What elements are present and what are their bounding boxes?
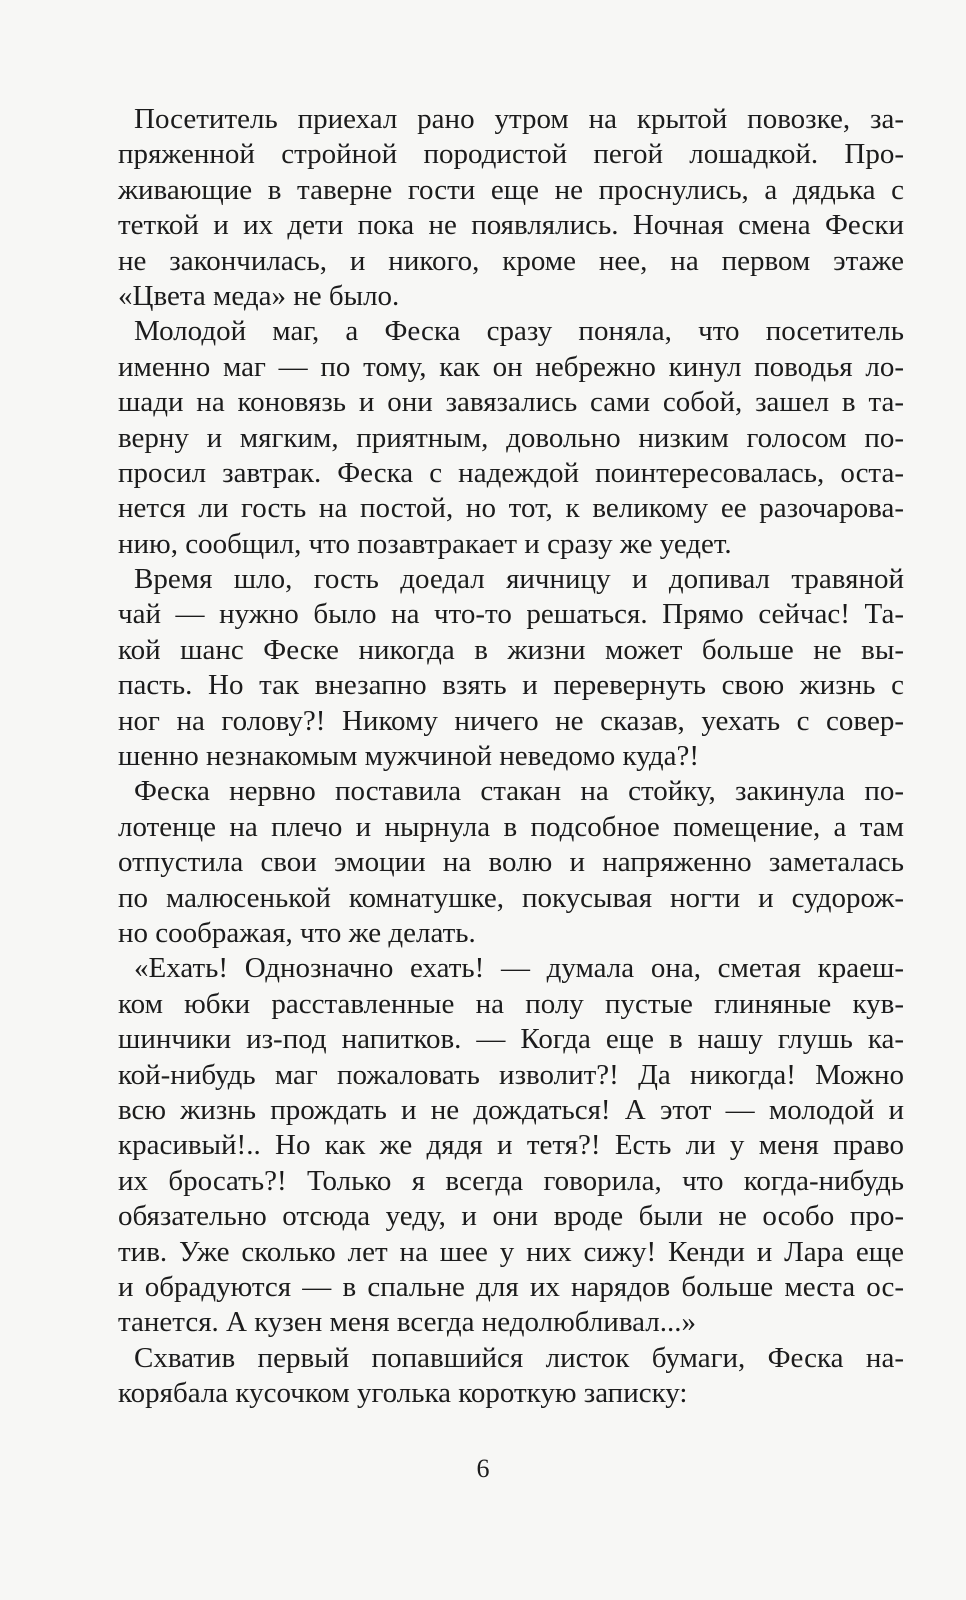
text-line: и обрадуются — в спальне для их нарядов больше места ос- bbox=[118, 1270, 904, 1303]
text-line: танется. А кузен меня всегда недолюбливал...» bbox=[118, 1306, 696, 1339]
text-line: верну и мягким, приятным, довольно низким голосом по- bbox=[118, 421, 904, 454]
text-line: кой шанс Феске никогда в жизни может больше не вы- bbox=[118, 633, 904, 666]
text-line: их бросать?! Только я всегда говорила, что когда-нибудь bbox=[118, 1164, 904, 1197]
body-text bbox=[118, 102, 904, 1411]
text-line: лотенце на плечо и нырнула в подсобное помещение, а там bbox=[118, 810, 904, 843]
text-line: живающие в таверне гости еще не проснулись, а дядька с bbox=[118, 173, 904, 206]
paragraph-1 bbox=[118, 102, 904, 314]
text-line: «Ехать! Однозначно ехать! — думала она, сметая краеш- bbox=[134, 952, 904, 985]
text-line: отпустила свои эмоции на волю и напряженно заметалась bbox=[118, 846, 904, 879]
text-line: но соображая, что же делать. bbox=[118, 916, 476, 949]
text-line: по малюсенькой комнатушке, покусывая ногти и судорож- bbox=[118, 881, 904, 914]
text-line: шинчики из-под напитков. — Когда еще в нашу глушь ка- bbox=[118, 1023, 904, 1056]
text-line: нется ли гость на постой, но тот, к великому ее разочарова- bbox=[118, 492, 904, 525]
text-line: Феска нервно поставила стакан на стойку, закинула по- bbox=[134, 775, 904, 808]
text-line: «Цвета меда» не было. bbox=[118, 279, 400, 312]
text-line: ног на голову?! Никому ничего не сказав, уехать с совер- bbox=[118, 704, 904, 737]
text-line: просил завтрак. Феска с надеждой поинтересовалась, оста- bbox=[118, 456, 904, 489]
text-line: Молодой маг, а Феска сразу поняла, что посетитель bbox=[134, 315, 904, 348]
text-line: кой-нибудь маг пожаловать изволит?! Да никогда! Можно bbox=[118, 1058, 904, 1091]
text-line: нию, сообщил, что позавтракает и сразу же уедет. bbox=[118, 527, 732, 560]
text-line: Посетитель приехал рано утром на крытой повозке, за- bbox=[134, 103, 904, 135]
text-line: Время шло, гость доедал яичницу и допивал травяной bbox=[134, 563, 904, 596]
text-line: обязательно отсюда уеду, и они вроде были не особо про- bbox=[118, 1200, 904, 1233]
text-line: шенно незнакомым мужчиной неведомо куда?! bbox=[118, 740, 699, 773]
paragraph-5 bbox=[118, 951, 904, 1340]
text-line: красивый!.. Но как же дядя и тетя?! Есть ли у меня право bbox=[118, 1129, 904, 1162]
paragraph-6 bbox=[118, 1341, 904, 1412]
text-line: ком юбки расставленные на полу пустые глиняные кув- bbox=[118, 987, 904, 1020]
text-line: Схватив первый попавшийся листок бумаги, Феска на- bbox=[134, 1341, 904, 1374]
text-line: не закончилась, и никого, кроме нее, на первом этаже bbox=[118, 244, 904, 277]
text-line: пряженной стройной породистой пегой лошадкой. Про- bbox=[118, 138, 904, 171]
text-line: именно маг — по тому, как он небрежно кинул поводья ло- bbox=[118, 350, 904, 383]
text-line: пасть. Но так внезапно взять и перевернуть свою жизнь с bbox=[118, 669, 904, 702]
page-number: 6 bbox=[476, 1454, 490, 1483]
text-line: шади на коновязь и они завязались сами собой, зашел в та- bbox=[118, 386, 904, 419]
paragraph-4 bbox=[118, 774, 904, 951]
text-line: корябала кусочком уголька короткую записку: bbox=[118, 1377, 688, 1410]
text-line: теткой и их дети пока не появлялись. Ночная смена Фески bbox=[118, 209, 904, 242]
paragraph-3 bbox=[118, 562, 904, 774]
paragraph-2 bbox=[118, 314, 904, 562]
text-line: всю жизнь прождать и не дождаться! А этот — молодой и bbox=[118, 1093, 904, 1126]
text-line: тив. Уже сколько лет на шее у них сижу! Кенди и Лара еще bbox=[118, 1235, 904, 1268]
text-line: чай — нужно было на что-то решаться. Прямо сейчас! Та- bbox=[118, 598, 904, 631]
